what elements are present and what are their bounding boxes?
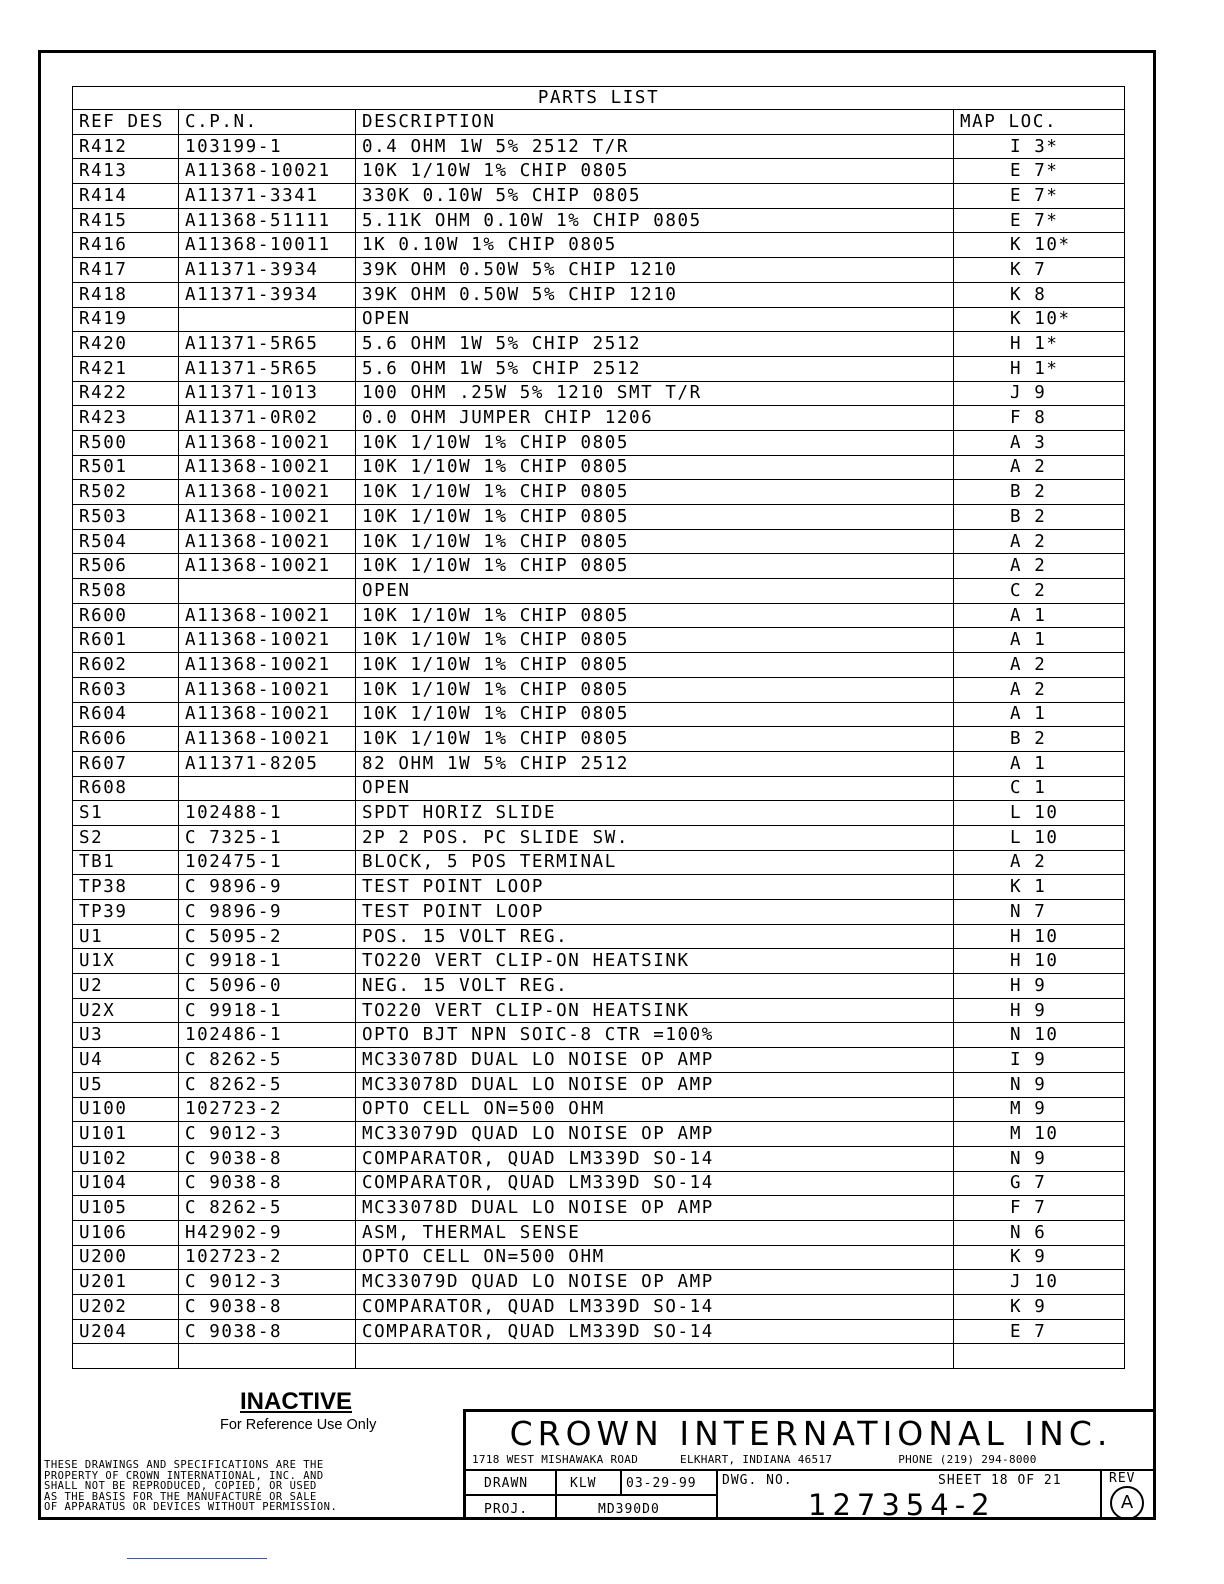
table-row (73, 356, 1125, 381)
description-cell: 10K 1/10W 1% CHIP 0805 (356, 727, 954, 752)
table-row (73, 998, 1125, 1023)
map-loc-cell: I 3* (954, 134, 1125, 159)
description-cell: OPTO CELL ON=500 OHM (356, 1245, 954, 1270)
table-row (73, 1048, 1125, 1073)
cpn-cell: A11368-10021 (179, 159, 356, 184)
description-cell: TO220 VERT CLIP-ON HEATSINK (356, 998, 954, 1023)
description-cell: OPEN (356, 307, 954, 332)
ref-des-cell: R414 (73, 184, 179, 209)
map-loc-cell: A 1 (954, 702, 1125, 727)
table-row (73, 430, 1125, 455)
map-loc-cell: L 10 (954, 801, 1125, 826)
cpn-cell: H42902-9 (179, 1220, 356, 1245)
ref-des-cell (73, 1344, 179, 1369)
map-loc-cell: K 10* (954, 307, 1125, 332)
cpn-cell: 102488-1 (179, 801, 356, 826)
table-row (73, 1319, 1125, 1344)
map-loc-cell: C 2 (954, 579, 1125, 604)
map-loc-cell: A 1 (954, 628, 1125, 653)
cpn-cell: C 9038-8 (179, 1319, 356, 1344)
table-row (73, 159, 1125, 184)
cpn-cell: C 5096-0 (179, 974, 356, 999)
description-cell: MC33079D QUAD LO NOISE OP AMP (356, 1122, 954, 1147)
map-loc-cell: J 10 (954, 1270, 1125, 1295)
dwg-no-label: DWG. NO. (722, 1473, 793, 1488)
map-loc-cell: I 9 (954, 1048, 1125, 1073)
table-row (73, 282, 1125, 307)
cpn-cell: C 9918-1 (179, 998, 356, 1023)
ref-des-cell: TP38 (73, 875, 179, 900)
header-row (73, 110, 1125, 135)
ref-des-cell: R603 (73, 677, 179, 702)
description-cell: 5.6 OHM 1W 5% CHIP 2512 (356, 332, 954, 357)
description-cell: 39K OHM 0.50W 5% CHIP 1210 (356, 258, 954, 283)
cpn-cell (179, 1344, 356, 1369)
description-cell: 10K 1/10W 1% CHIP 0805 (356, 529, 954, 554)
table-row (73, 924, 1125, 949)
table-row (73, 974, 1125, 999)
description-cell: 0.0 OHM JUMPER CHIP 1206 (356, 406, 954, 431)
ref-des-cell: U102 (73, 1146, 179, 1171)
map-loc-cell: N 9 (954, 1072, 1125, 1097)
cpn-cell: C 9038-8 (179, 1295, 356, 1320)
description-cell: SPDT HORIZ SLIDE (356, 801, 954, 826)
notice-line: THESE DRAWINGS AND SPECIFICATIONS ARE THE (44, 1459, 324, 1471)
map-loc-cell: A 2 (954, 677, 1125, 702)
ref-des-cell: R421 (73, 356, 179, 381)
ref-des-cell: S2 (73, 825, 179, 850)
ref-des-cell: U100 (73, 1097, 179, 1122)
ref-des-cell: R600 (73, 603, 179, 628)
table-row (73, 702, 1125, 727)
table-row (73, 579, 1125, 604)
cpn-cell: A11368-10021 (179, 505, 356, 530)
ref-des-cell: R502 (73, 480, 179, 505)
description-cell: COMPARATOR, QUAD LM339D SO-14 (356, 1146, 954, 1171)
table-row (73, 1097, 1125, 1122)
table-row (73, 1245, 1125, 1270)
description-cell: COMPARATOR, QUAD LM339D SO-14 (356, 1171, 954, 1196)
ref-des-cell: U200 (73, 1245, 179, 1270)
ref-des-cell: R419 (73, 307, 179, 332)
map-loc-cell: M 9 (954, 1097, 1125, 1122)
description-cell: OPTO BJT NPN SOIC-8 CTR =100% (356, 1023, 954, 1048)
description-cell: 10K 1/10W 1% CHIP 0805 (356, 653, 954, 678)
table-row (73, 1122, 1125, 1147)
table-row (73, 554, 1125, 579)
ref-des-cell: U105 (73, 1196, 179, 1221)
ref-des-cell: R601 (73, 628, 179, 653)
map-loc-cell: G 7 (954, 1171, 1125, 1196)
map-loc-cell: H 9 (954, 974, 1125, 999)
map-loc-cell: A 1 (954, 751, 1125, 776)
map-loc-cell: E 7* (954, 208, 1125, 233)
notice-line: OF APPARATUS OR DEVICES WITHOUT PERMISSION. (44, 1501, 338, 1513)
table-row (73, 381, 1125, 406)
table-row (73, 801, 1125, 826)
ref-des-cell: U3 (73, 1023, 179, 1048)
table-row (73, 628, 1125, 653)
table-row (73, 1072, 1125, 1097)
map-loc-cell: N 7 (954, 900, 1125, 925)
map-loc-cell: N 9 (954, 1146, 1125, 1171)
header-map-loc: MAP LOC. (954, 110, 1125, 135)
cpn-cell: A11371-3934 (179, 282, 356, 307)
description-cell: 10K 1/10W 1% CHIP 0805 (356, 159, 954, 184)
cpn-cell: A11371-5R65 (179, 332, 356, 357)
cpn-cell: A11371-1013 (179, 381, 356, 406)
map-loc-cell: E 7* (954, 184, 1125, 209)
ref-des-cell: R418 (73, 282, 179, 307)
description-cell: 1K 0.10W 1% CHIP 0805 (356, 233, 954, 258)
cpn-cell: 102475-1 (179, 850, 356, 875)
description-cell: TO220 VERT CLIP-ON HEATSINK (356, 949, 954, 974)
cpn-cell: 102486-1 (179, 1023, 356, 1048)
ref-des-cell: R607 (73, 751, 179, 776)
map-loc-cell: A 2 (954, 529, 1125, 554)
drawn-by: KLW (570, 1476, 597, 1491)
ref-des-cell: U202 (73, 1295, 179, 1320)
ref-des-cell: R501 (73, 455, 179, 480)
map-loc-cell: B 2 (954, 505, 1125, 530)
ref-des-cell: R423 (73, 406, 179, 431)
cpn-cell: A11368-10021 (179, 677, 356, 702)
cpn-cell: 102723-2 (179, 1245, 356, 1270)
table-row (73, 134, 1125, 159)
map-loc-cell: A 1 (954, 603, 1125, 628)
description-cell: 330K 0.10W 5% CHIP 0805 (356, 184, 954, 209)
map-loc-cell: F 8 (954, 406, 1125, 431)
map-loc-cell: H 1* (954, 332, 1125, 357)
map-loc-cell: K 7 (954, 258, 1125, 283)
cpn-cell: A11371-3341 (179, 184, 356, 209)
description-cell: OPEN (356, 776, 954, 801)
description-cell: 10K 1/10W 1% CHIP 0805 (356, 455, 954, 480)
ref-des-cell: R412 (73, 134, 179, 159)
description-cell (356, 1344, 954, 1369)
table-row (73, 332, 1125, 357)
map-loc-cell (954, 1344, 1125, 1369)
map-loc-cell: B 2 (954, 727, 1125, 752)
cpn-cell: C 9896-9 (179, 875, 356, 900)
map-loc-cell: H 9 (954, 998, 1125, 1023)
description-cell: 10K 1/10W 1% CHIP 0805 (356, 430, 954, 455)
cpn-cell: C 9012-3 (179, 1270, 356, 1295)
description-cell: 82 OHM 1W 5% CHIP 2512 (356, 751, 954, 776)
map-loc-cell: A 2 (954, 850, 1125, 875)
table-row (73, 1023, 1125, 1048)
header-description: DESCRIPTION (356, 110, 954, 135)
map-loc-cell: H 10 (954, 924, 1125, 949)
ref-des-cell: R422 (73, 381, 179, 406)
ref-des-cell: U204 (73, 1319, 179, 1344)
map-loc-cell: K 9 (954, 1295, 1125, 1320)
table-row (73, 208, 1125, 233)
header-cpn: C.P.N. (179, 110, 356, 135)
cpn-cell: 103199-1 (179, 134, 356, 159)
ref-des-cell: U201 (73, 1270, 179, 1295)
map-loc-cell: A 2 (954, 653, 1125, 678)
ref-des-cell: R606 (73, 727, 179, 752)
table-row (73, 307, 1125, 332)
city-address: ELKHART, INDIANA 46517 (680, 1453, 833, 1466)
map-loc-cell: H 10 (954, 949, 1125, 974)
description-cell: OPEN (356, 579, 954, 604)
table-row (73, 677, 1125, 702)
description-cell: MC33079D QUAD LO NOISE OP AMP (356, 1270, 954, 1295)
title-block (463, 1409, 1156, 1520)
reference-note: For Reference Use Only (220, 1417, 377, 1433)
ref-des-cell: U5 (73, 1072, 179, 1097)
ref-des-cell: R508 (73, 579, 179, 604)
map-loc-cell: E 7* (954, 159, 1125, 184)
description-cell: 10K 1/10W 1% CHIP 0805 (356, 677, 954, 702)
cpn-cell: A11368-51111 (179, 208, 356, 233)
map-loc-cell: N 6 (954, 1220, 1125, 1245)
cpn-cell: A11368-10021 (179, 480, 356, 505)
ref-des-cell: TP39 (73, 900, 179, 925)
cpn-cell (179, 776, 356, 801)
company-address (472, 1453, 1037, 1466)
ref-des-cell: R416 (73, 233, 179, 258)
description-cell: TEST POINT LOOP (356, 875, 954, 900)
parts-list-body (73, 134, 1125, 1368)
cpn-cell: A11368-10021 (179, 430, 356, 455)
ref-des-cell: R413 (73, 159, 179, 184)
ref-des-cell: U1X (73, 949, 179, 974)
ref-des-cell: U1 (73, 924, 179, 949)
cpn-cell: A11368-10021 (179, 554, 356, 579)
ref-des-cell: U4 (73, 1048, 179, 1073)
cpn-cell: C 9896-9 (179, 900, 356, 925)
table-row (73, 603, 1125, 628)
ref-des-cell: R604 (73, 702, 179, 727)
table-row (73, 1220, 1125, 1245)
ref-des-cell: U101 (73, 1122, 179, 1147)
table-row (73, 1270, 1125, 1295)
ref-des-cell: R602 (73, 653, 179, 678)
description-cell: 10K 1/10W 1% CHIP 0805 (356, 628, 954, 653)
ref-des-cell: R417 (73, 258, 179, 283)
notice-line: PROPERTY OF CROWN INTERNATIONAL, INC. AND (44, 1469, 324, 1482)
description-cell: BLOCK, 5 POS TERMINAL (356, 850, 954, 875)
ref-des-cell: S1 (73, 801, 179, 826)
description-cell: TEST POINT LOOP (356, 900, 954, 925)
cpn-cell: 102723-2 (179, 1097, 356, 1122)
cpn-cell: A11368-10011 (179, 233, 356, 258)
description-cell: OPTO CELL ON=500 OHM (356, 1097, 954, 1122)
drawn-label: DRAWN (484, 1476, 529, 1491)
ref-des-cell: R420 (73, 332, 179, 357)
map-loc-cell: K 1 (954, 875, 1125, 900)
description-cell: 10K 1/10W 1% CHIP 0805 (356, 603, 954, 628)
ref-des-cell: U106 (73, 1220, 179, 1245)
table-row (73, 1196, 1125, 1221)
table-row (73, 505, 1125, 530)
ref-des-cell: R608 (73, 776, 179, 801)
table-row (73, 776, 1125, 801)
map-loc-cell: B 2 (954, 480, 1125, 505)
cpn-cell: A11368-10021 (179, 455, 356, 480)
cpn-cell: A11371-0R02 (179, 406, 356, 431)
description-cell: 10K 1/10W 1% CHIP 0805 (356, 554, 954, 579)
table-row (73, 184, 1125, 209)
description-cell: COMPARATOR, QUAD LM339D SO-14 (356, 1295, 954, 1320)
description-cell: MC33078D DUAL LO NOISE OP AMP (356, 1048, 954, 1073)
cpn-cell: A11371-3934 (179, 258, 356, 283)
table-row (73, 1171, 1125, 1196)
table-row (73, 233, 1125, 258)
map-loc-cell: A 2 (954, 455, 1125, 480)
header-ref-des: REF DES (73, 110, 179, 135)
map-loc-cell: L 10 (954, 825, 1125, 850)
cpn-cell: A11368-10021 (179, 529, 356, 554)
map-loc-cell: K 9 (954, 1245, 1125, 1270)
description-cell: 10K 1/10W 1% CHIP 0805 (356, 702, 954, 727)
cpn-cell (179, 307, 356, 332)
parts-list-table (72, 86, 1125, 1369)
ref-des-cell: R506 (73, 554, 179, 579)
cpn-cell: C 8262-5 (179, 1196, 356, 1221)
table-row (73, 850, 1125, 875)
map-loc-cell: K 10* (954, 233, 1125, 258)
description-cell: COMPARATOR, QUAD LM339D SO-14 (356, 1319, 954, 1344)
map-loc-cell: K 8 (954, 282, 1125, 307)
table-row (73, 875, 1125, 900)
table-row (73, 480, 1125, 505)
ref-des-cell: U104 (73, 1171, 179, 1196)
description-cell: MC33078D DUAL LO NOISE OP AMP (356, 1072, 954, 1097)
description-cell: 10K 1/10W 1% CHIP 0805 (356, 505, 954, 530)
proprietary-notice (44, 1460, 464, 1513)
map-loc-cell: A 2 (954, 554, 1125, 579)
map-loc-cell: F 7 (954, 1196, 1125, 1221)
map-loc-cell: J 9 (954, 381, 1125, 406)
table-row (73, 455, 1125, 480)
table-row (73, 751, 1125, 776)
map-loc-cell: A 3 (954, 430, 1125, 455)
map-loc-cell: E 7 (954, 1319, 1125, 1344)
cpn-cell: C 9918-1 (179, 949, 356, 974)
phone-number: PHONE (219) 294-8000 (898, 1453, 1037, 1466)
project-code: MD390D0 (598, 1502, 660, 1517)
description-cell: MC33078D DUAL LO NOISE OP AMP (356, 1196, 954, 1221)
table-row (73, 529, 1125, 554)
street-address: 1718 WEST MISHAWAKA ROAD (472, 1453, 639, 1466)
rev-letter: A (1110, 1486, 1144, 1520)
cpn-cell: A11368-10021 (179, 702, 356, 727)
table-row (73, 406, 1125, 431)
cpn-cell: A11368-10021 (179, 628, 356, 653)
ref-des-cell: R500 (73, 430, 179, 455)
description-cell: 0.4 OHM 1W 5% 2512 T/R (356, 134, 954, 159)
description-cell: NEG. 15 VOLT REG. (356, 974, 954, 999)
table-row (73, 258, 1125, 283)
cpn-cell: A11371-8205 (179, 751, 356, 776)
description-cell: 2P 2 POS. PC SLIDE SW. (356, 825, 954, 850)
cpn-cell: A11368-10021 (179, 653, 356, 678)
table-row (73, 727, 1125, 752)
company-name: CROWN INTERNATIONAL INC. (509, 1414, 1113, 1453)
cpn-cell: C 9038-8 (179, 1171, 356, 1196)
drawn-date: 03-29-99 (626, 1476, 697, 1491)
ref-des-cell: U2 (73, 974, 179, 999)
cpn-cell: C 9012-3 (179, 1122, 356, 1147)
description-cell: POS. 15 VOLT REG. (356, 924, 954, 949)
parts-list-title: PARTS LIST (73, 87, 1125, 110)
description-cell: 5.6 OHM 1W 5% CHIP 2512 (356, 356, 954, 381)
map-loc-cell: N 10 (954, 1023, 1125, 1048)
ref-des-cell: TB1 (73, 850, 179, 875)
map-loc-cell: M 10 (954, 1122, 1125, 1147)
description-cell: 5.11K OHM 0.10W 1% CHIP 0805 (356, 208, 954, 233)
description-cell: 10K 1/10W 1% CHIP 0805 (356, 480, 954, 505)
notice-line: AS THE BASIS FOR THE MANUFACTURE OR SALE (44, 1490, 317, 1503)
inactive-stamp: INACTIVE (240, 1388, 353, 1415)
cpn-cell: A11371-5R65 (179, 356, 356, 381)
cpn-cell: C 8262-5 (179, 1072, 356, 1097)
description-cell: ASM, THERMAL SENSE (356, 1220, 954, 1245)
table-row (73, 949, 1125, 974)
table-row (73, 900, 1125, 925)
table-row (73, 1344, 1125, 1369)
ref-des-cell: R415 (73, 208, 179, 233)
ref-des-cell: U2X (73, 998, 179, 1023)
cpn-cell: C 8262-5 (179, 1048, 356, 1073)
drawing-number: 127354-2 (808, 1488, 996, 1522)
sheet-number: SHEET 18 OF 21 (938, 1473, 1062, 1488)
cpn-cell: A11368-10021 (179, 727, 356, 752)
footer-rule (127, 1558, 267, 1559)
notice-line: SHALL NOT BE REPRODUCED, COPIED, OR USED (44, 1480, 317, 1492)
table-row (73, 653, 1125, 678)
cpn-cell: C 5095-2 (179, 924, 356, 949)
cpn-cell (179, 579, 356, 604)
ref-des-cell: R503 (73, 505, 179, 530)
map-loc-cell: C 1 (954, 776, 1125, 801)
table-row (73, 1146, 1125, 1171)
description-cell: 39K OHM 0.50W 5% CHIP 1210 (356, 282, 954, 307)
table-row (73, 1295, 1125, 1320)
description-cell: 100 OHM .25W 5% 1210 SMT T/R (356, 381, 954, 406)
map-loc-cell: H 1* (954, 356, 1125, 381)
ref-des-cell: R504 (73, 529, 179, 554)
proj-label: PROJ. (484, 1502, 529, 1517)
cpn-cell: A11368-10021 (179, 603, 356, 628)
cpn-cell: C 9038-8 (179, 1146, 356, 1171)
rev-label: REV (1109, 1471, 1136, 1486)
cpn-cell: C 7325-1 (179, 825, 356, 850)
table-row (73, 825, 1125, 850)
